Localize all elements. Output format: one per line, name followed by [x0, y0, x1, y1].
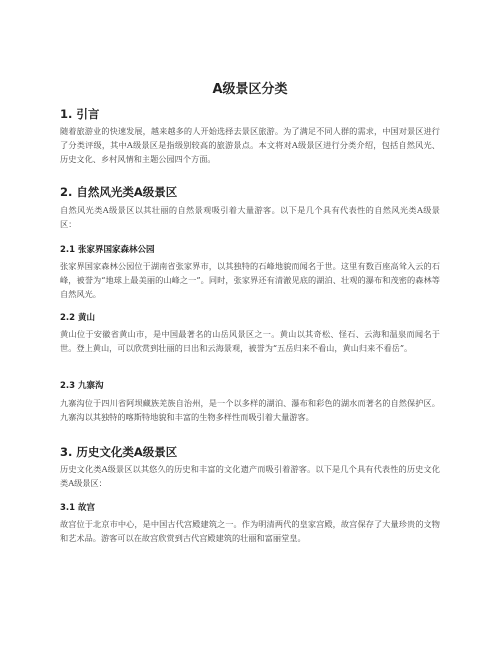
subsection-text-jiuzhaigou: 九寨沟位于四川省阿坝藏族羌族自治州，是一个以多样的湖泊、瀑布和彩色的湖水而著名的自然保护区。九寨沟以其独特的喀斯特地貌和丰富的生物多样性而吸引着大量游客。 [60, 398, 440, 423]
section-heading-intro: 1. 引言 [60, 107, 100, 121]
subsection-text-forbidden-city: 故宫位于北京市中心，是中国古代宫殿建筑之一。作为明清两代的皇家宫殿，故宫保存了大量珍贵的文物和艺术品。游客可以在故宫欣赏到古代宫殿建筑的壮丽和富丽堂皇。 [60, 519, 440, 544]
section-heading-history: 3. 历史文化类A级景区 [60, 445, 178, 459]
section-text-intro: 随着旅游业的快速发展，越来越多的人开始选择去景区旅游。为了满足不同人群的需求，中国对景区进行了分类评级，其中A级景区是指级别较高的旅游景点。本文将对A级景区进行分类介绍，包括自然风光、历史文化、乡村风情和主题公园四个方面。 [60, 126, 440, 165]
section-text-nature: 自然风光类A级景区以其壮丽的自然景观吸引着大量游客。以下是几个具有代表性的自然风光类A级景区： [60, 205, 440, 230]
section-heading-nature: 2. 自然风光类A级景区 [60, 185, 178, 199]
section-text-history: 历史文化类A级景区以其悠久的历史和丰富的文化遗产而吸引着游客。以下是几个具有代表性的历史文化类A级景区： [60, 464, 440, 489]
subsection-heading-forbidden-city: 3.1 故宫 [60, 503, 96, 513]
subsection-heading-zhangjiajie: 2.1 张家界国家森林公园 [60, 245, 155, 255]
document-title: A级景区分类 [212, 82, 288, 97]
subsection-heading-huangshan: 2.2 黄山 [60, 313, 96, 323]
subsection-text-zhangjiajie: 张家界国家森林公园位于湖南省张家界市，以其独特的石峰地貌而闻名于世。这里有数百座高耸入云的石峰，被誉为“地球上最美丽的山峰之一”。同时，张家界还有清澈见底的湖泊、壮观的瀑布和茂密的森林等自然风光。 [60, 261, 440, 300]
subsection-text-huangshan: 黄山位于安徽省黄山市，是中国最著名的山岳风景区之一。黄山以其奇松、怪石、云海和温泉而闻名于世。登上黄山，可以欣赏到壮丽的日出和云海景观，被誉为“五岳归来不看山，黄山归来不看岳”。 [60, 329, 440, 354]
subsection-heading-jiuzhaigou: 2.3 九寨沟 [60, 381, 104, 391]
